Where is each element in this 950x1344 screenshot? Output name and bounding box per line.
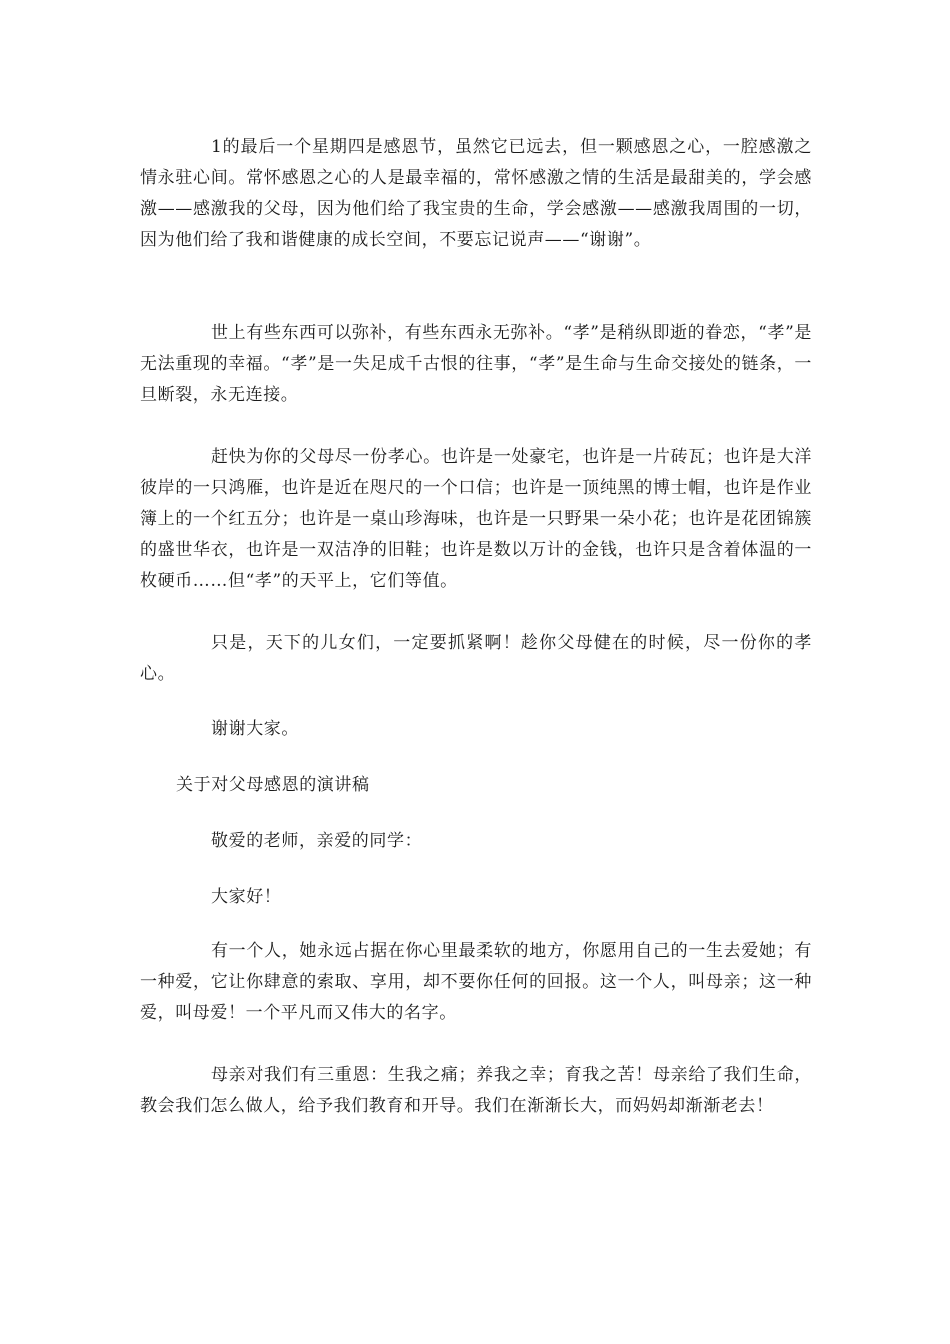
thanks-line: 谢谢大家。 [211, 719, 299, 739]
paragraph-devotion: 赶快为你的父母尽一份孝心。也许是一处豪宅，也许是一片砖瓦；也许是大洋彼岸的一只鸿雁，也许是近在咫尺的一个口信；也许是一顶纯黑的博士帽，也许是作业簿上的一个红五分；也许是一桌山珍海味，也许是一只野果一朵小花；也许是花团锦簇的盛世华衣，也许是一双洁净的旧鞋；也许是数以万计的金钱，也许只是含着体温的一枚硬币……但“孝”的天平上，它们等值。 [140, 447, 812, 591]
paragraph-hurry: 只是，天下的儿女们，一定要抓紧啊！趁你父母健在的时候，尽一份你的孝心。 [140, 633, 812, 684]
speech-title: 关于对父母感恩的演讲稿 [176, 775, 370, 795]
paragraph-three-graces: 母亲对我们有三重恩：生我之痛；养我之幸；育我之苦！母亲给了我们生命，教会我们怎么做人，给予我们教育和开导。我们在渐渐长大，而妈妈却渐渐老去！ [140, 1065, 812, 1116]
hello-line: 大家好！ [211, 887, 282, 907]
paragraph-thanksgiving: 1的最后一个星期四是感恩节，虽然它已远去，但一颗感恩之心，一腔感激之情永驻心间。常怀感恩之心的人是最幸福的，常怀感激之情的生活是最甜美的，学会感激——感激我的父母，因为他们给了我宝贵的生命，学会感激——感激我周围的一切，因为他们给了我和谐健康的成长空间，不要忘记说声——“谢谢”。 [140, 137, 812, 250]
greeting-line: 敬爱的老师，亲爱的同学： [211, 831, 423, 851]
paragraph-mother: 有一个人，她永远占据在你心里最柔软的地方，你愿用自己的一生去爱她；有一种爱，它让你肆意的索取、享用，却不要你任何的回报。这一个人，叫母亲；这一种爱，叫母爱！一个平凡而又伟大的名字。 [140, 941, 812, 1023]
paragraph-filial-piety: 世上有些东西可以弥补，有些东西永无弥补。“孝”是稍纵即逝的眷恋，“孝”是无法重现的幸福。“孝”是一失足成千古恨的往事，“孝”是生命与生命交接处的链条，一旦断裂，永无连接。 [140, 323, 812, 405]
